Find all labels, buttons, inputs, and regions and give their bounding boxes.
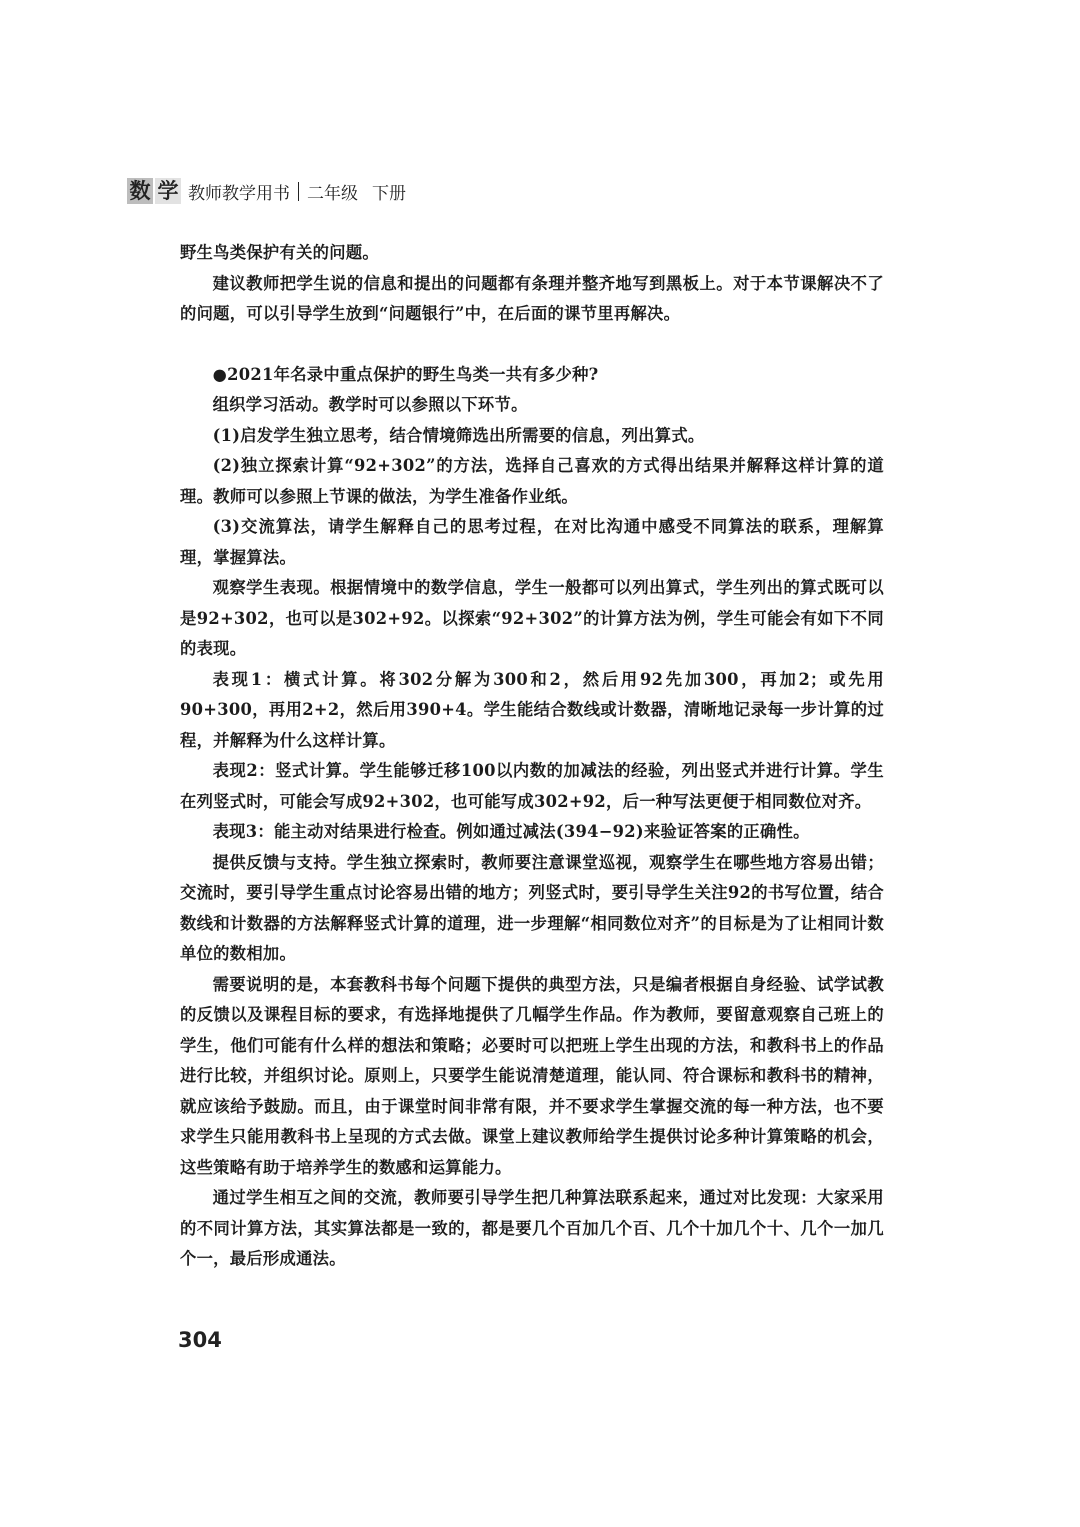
page-number: 304 (178, 1328, 222, 1352)
paragraph: 建议教师把学生说的信息和提出的问题都有条理并整齐地写到黑板上。对于本节课解决不了的问题，可以引导学生放到“问题银行”中，在后面的课节里再解决。 (180, 273, 884, 323)
paragraph: (2)独立探索计算“92+302”的方法，选择自己喜欢的方式得出结果并解释这样计算的道理。教师可以参照上节课的做法，为学生准备作业纸。 (180, 456, 884, 506)
subject-char-1: 数 (127, 178, 153, 204)
volume-label: 下册 (372, 183, 406, 204)
body-text (180, 238, 884, 1275)
paragraph: (3)交流算法，请学生解释自己的思考过程，在对比沟通中感受不同算法的联系，理解算理，掌握算法。 (180, 517, 884, 567)
paragraph: 表现2：竖式计算。学生能够迁移100以内数的加减法的经验，列出竖式并进行计算。学生在列竖式时，可能会写成92+302，也可能写成302+92，后一种写法更便于相同数位对齐。 (180, 761, 884, 811)
paragraph: 需要说明的是，本套教科书每个问题下提供的典型方法，只是编者根据自身经验、试学试教的反馈以及课程目标的要求，有选择地提供了几幅学生作品。作为教师，要留意观察自己班上的学生，他们可能有什么样的想法和策略；必要时可以把班上学生出现的方法，和教科书上的作品进行比较，并组织讨论。原则上，只要学生能说清楚道理，能认同、符合课标和教科书的精神，就应该给予鼓励。而且，由于课堂时间非常有限，并不要求学生掌握交流的每一种方法，也不要求学生只能用教科书上呈现的方式去做。课堂上建议教师给学生提供讨论多种计算策略的机会，这些策略有助于培养学生的数感和运算能力。 (180, 974, 884, 1177)
grade-label: 二年级 (307, 183, 358, 204)
paragraph: 组织学习活动。教学时可以参照以下环节。 (212, 395, 528, 414)
running-header (127, 176, 406, 206)
paragraph: 表现3：能主动对结果进行检查。例如通过减法(394−92)来验证答案的正确性。 (212, 822, 810, 841)
subject-logo (127, 178, 181, 204)
paragraph: 通过学生相互之间的交流，教师要引导学生把几种算法联系起来，通过对比发现：大家采用的不同计算方法，其实算法都是一致的，都是要几个百加几个百、几个十加几个十、几个一加几个一，最后形成通法。 (180, 1188, 884, 1268)
book-title: 教师教学用书 (188, 183, 290, 204)
paragraph: 观察学生表现。根据情境中的数学信息，学生一般都可以列出算式，学生列出的算式既可以是92+302，也可以是302+92。以探索“92+302”的计算方法为例，学生可能会有如下不同的表现。 (180, 578, 884, 658)
paragraph: 表现1：横式计算。将302分解为300和2，然后用92先加300，再加2；或先用90+300，再用2+2，然后用390+4。学生能结合数线或计数器，清晰地记录每一步计算的过程，并解释为什么这样计算。 (180, 669, 884, 750)
header-divider (298, 182, 299, 201)
paragraph: (1)启发学生独立思考，结合情境筛选出所需要的信息，列出算式。 (212, 425, 705, 445)
paragraph: 提供反馈与支持。学生独立探索时，教师要注意课堂巡视，观察学生在哪些地方容易出错；交流时，要引导学生重点讨论容易出错的地方；列竖式时，要引导学生关注92的书写位置，结合数线和计数器的方法解释竖式计算的道理，进一步理解“相同数位对齐”的目标是为了让相同计数单位的数相加。 (180, 852, 884, 963)
question-heading: ●2021年名录中重点保护的野生鸟类一共有多少种? (212, 364, 599, 384)
paragraph: 野生鸟类保护有关的问题。 (180, 243, 379, 262)
subject-char-2: 学 (155, 178, 181, 204)
